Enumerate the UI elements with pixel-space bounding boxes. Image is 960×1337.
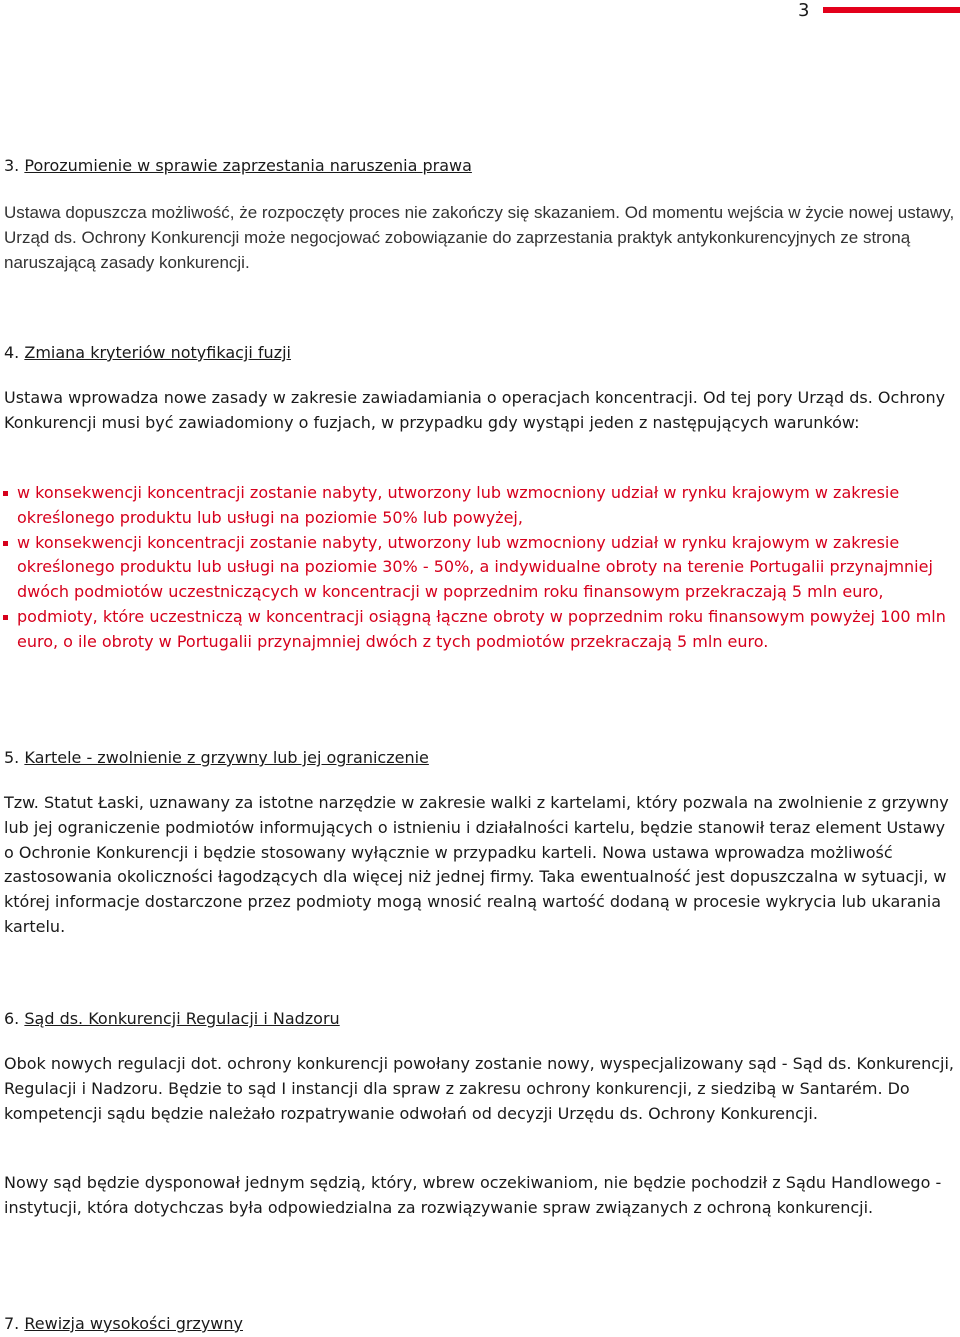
section-title: Zmiana kryteriów notyfikacji fuzji <box>24 343 291 362</box>
section-number: 4. <box>4 343 20 362</box>
section-paragraph: Ustawa wprowadza nowe zasady w zakresie zawiadamiania o operacjach koncentracji. Od tej pory Urząd ds. Ochrony Konkurencji musi być zawiadomiony o fuzjach, w przypadku gdy wystąpi jeden z następujących warunków: <box>4 388 946 432</box>
section-heading <box>4 154 472 178</box>
page-number: 3 <box>798 0 810 21</box>
square-bullet-icon <box>3 615 8 620</box>
section-title: Porozumienie w sprawie zaprzestania naruszenia prawa <box>24 156 472 175</box>
section-paragraph: Ustawa dopuszcza możliwość, że rozpoczęty proces nie zakończy się skazaniem. Od momentu wejścia w życie nowej ustawy, Urząd ds. Ochrony Konkurencji może negocjować zobowiązanie do zaprzestania praktyk antykonkurencyjnych ze stroną naruszającą zasady konkurencji. <box>4 203 955 272</box>
square-bullet-icon <box>3 541 8 546</box>
section-number: 3. <box>4 156 20 175</box>
section-number: 6. <box>4 1009 20 1028</box>
section-paragraph: Obok nowych regulacji dot. ochrony konkurencji powołany zostanie nowy, wyspecjalizowany sąd - Sąd ds. Konkurencji, Regulacji i Nadzoru. Będzie to sąd I instancji dla spraw z zakresu ochrony konkurencji, z siedzibą w Santarém. Do kompetencji sądu będzie należało rozpatrywanie odwołań od decyzji Urzędu ds. Ochrony Konkurencji. <box>4 1054 955 1123</box>
section-paragraph: Tzw. Statut Łaski, uznawany za istotne narzędzie w zakresie walki z kartelami, który pozwala na zwolnienie z grzywny lub jej ograniczenie podmiotów informujących o istnieniu i działalności kartelu, będzie stanowił teraz element Ustawy o Ochronie Konkurencji i będzie stosowany wyłącznie w przypadku karteli. Nowa ustawa wprowadza możliwość zastosowania okoliczności łagodzących dla więcej niż jednej firmy. Taka ewentualność jest dopuszczalna w sytuacji, w której informacje dostarczone przez podmioty mogą wnosić realną wartość dodaną w procesie wykrycia lub ukarania kartelu. <box>4 793 949 936</box>
square-bullet-icon <box>3 491 8 496</box>
section-heading <box>4 1007 340 1031</box>
section-heading <box>4 746 429 770</box>
header-accent-bar <box>823 7 960 13</box>
list-item <box>0 605 958 655</box>
section-paragraph: Nowy sąd będzie dysponował jednym sędzią, który, wbrew oczekiwaniom, nie będzie pochodził z Sądu Handlowego - instytucji, która dotychczas była odpowiedzialna za rozwiązywanie spraw związanych z ochroną konkurencji. <box>4 1173 942 1217</box>
list-item <box>0 531 958 605</box>
section-number: 5. <box>4 748 20 767</box>
section-title: Rewizja wysokości grzywny <box>24 1314 243 1333</box>
list-item-text: w konsekwencji koncentracji zostanie nabyty, utworzony lub wzmocniony udział w rynku krajowym w zakresie określonego produktu lub usługi na poziomie 50% lub powyżej, <box>17 483 900 527</box>
section-title: Kartele - zwolnienie z grzywny lub jej ograniczenie <box>24 748 429 767</box>
section-heading <box>4 341 291 365</box>
conditions-list <box>0 481 958 655</box>
section-title: Sąd ds. Konkurencji Regulacji i Nadzoru <box>24 1009 340 1028</box>
list-item-text: w konsekwencji koncentracji zostanie nabyty, utworzony lub wzmocniony udział w rynku krajowym w zakresie określonego produktu lub usługi na poziomie 30% - 50%, a indywidualne obroty na terenie Portugalii przynajmniej dwóch podmiotów uczestniczących w koncentracji w poprzednim roku finansowym przekraczają 5 mln euro, <box>17 532 933 602</box>
list-item <box>0 481 958 531</box>
list-item-text: podmioty, które uczestniczą w koncentracji osiągną łączne obroty w poprzednim roku finansowym powyżej 100 mln euro, o ile obroty w Portugalii przynajmniej dwóch z tych podmiotów przekraczają 5 mln euro. <box>17 606 946 651</box>
section-number: 7. <box>4 1314 20 1333</box>
section-heading <box>4 1312 243 1336</box>
